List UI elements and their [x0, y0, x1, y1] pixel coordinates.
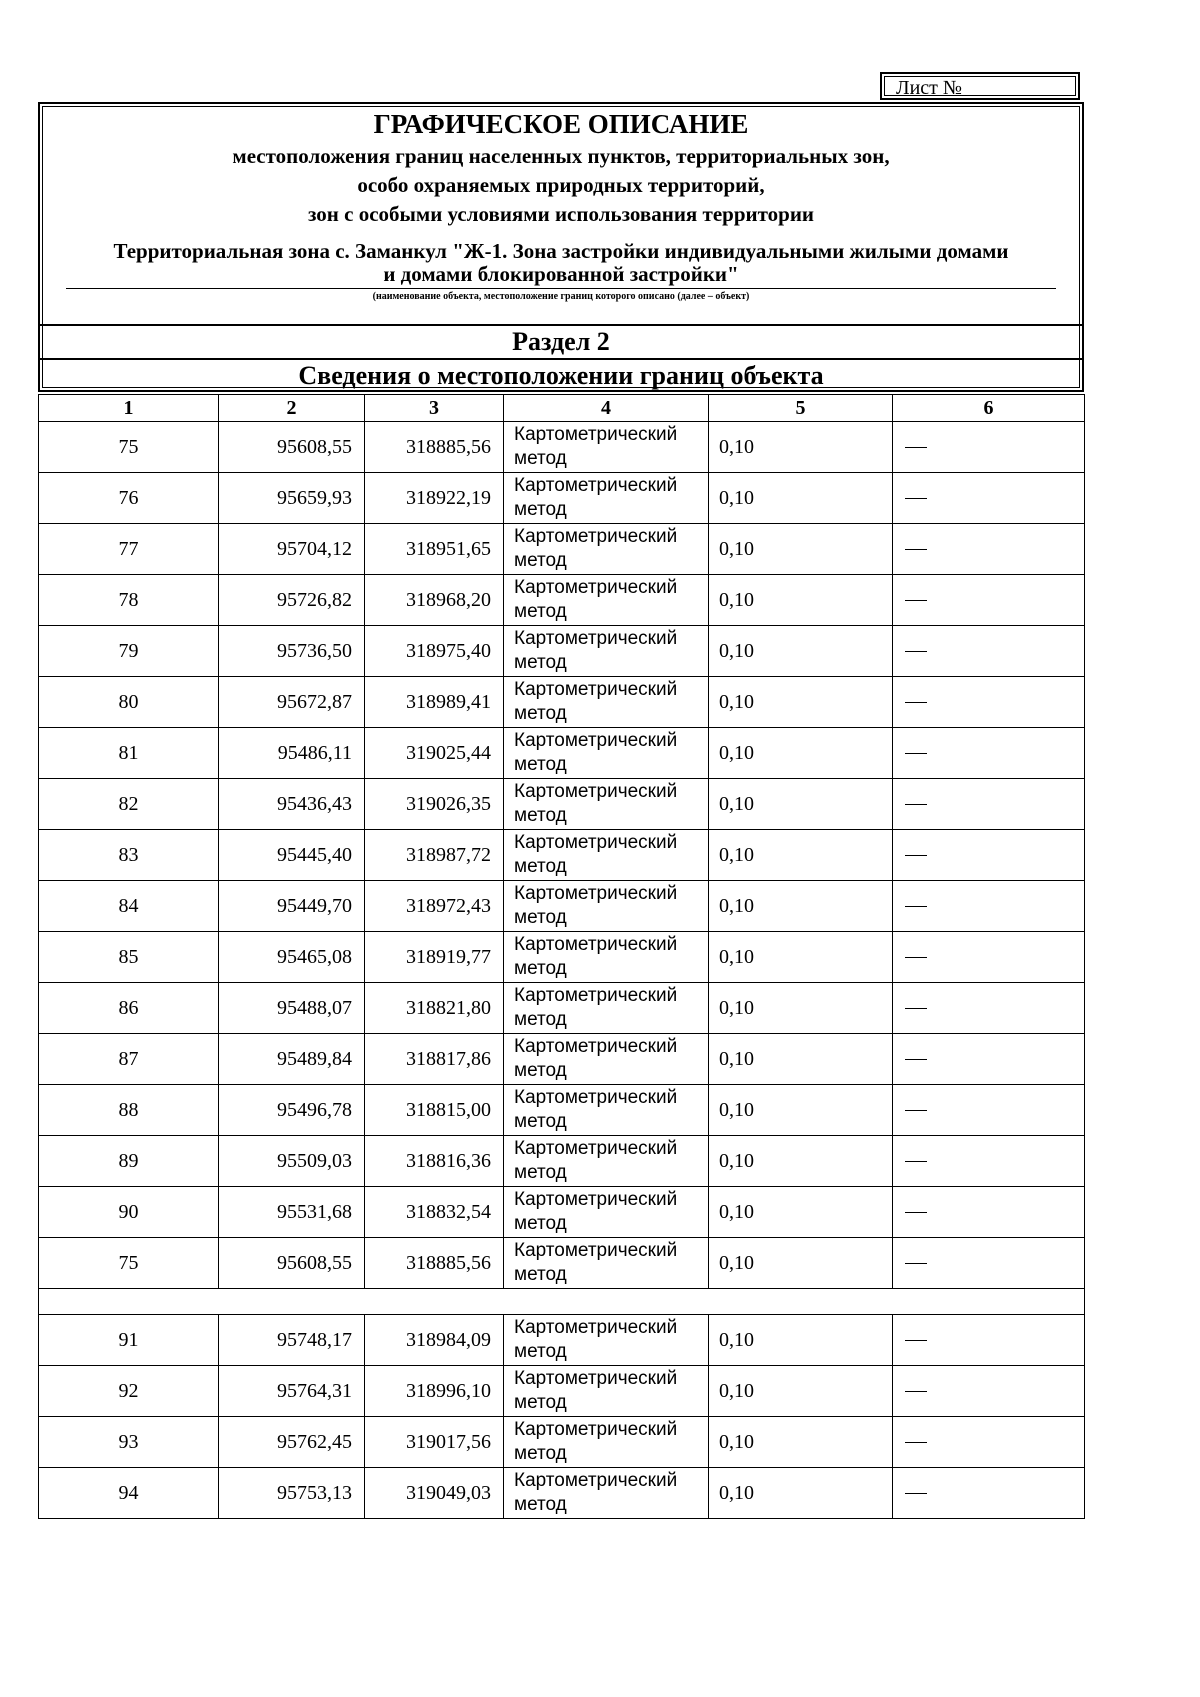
- coordinate-x-cell: 95764,31: [219, 1366, 365, 1417]
- point-number-cell: 80: [39, 677, 219, 728]
- document-title: ГРАФИЧЕСКОЕ ОПИСАНИЕ: [373, 109, 749, 139]
- point-number-cell: 78: [39, 575, 219, 626]
- coordinate-x-cell: 95489,84: [219, 1034, 365, 1085]
- accuracy-cell: 0,10: [709, 626, 893, 677]
- accuracy-cell: 0,10: [709, 881, 893, 932]
- method-line-2: метод: [514, 1162, 567, 1183]
- description-cell: [893, 932, 1085, 983]
- coordinate-y-cell: 318922,19: [365, 473, 504, 524]
- boundary-points-table: [38, 394, 1085, 1519]
- section-name: Раздел 2: [512, 327, 610, 356]
- accuracy-cell: 0,10: [709, 473, 893, 524]
- method-line-2: метод: [514, 805, 567, 826]
- coordinate-y-cell: 318832,54: [365, 1187, 504, 1238]
- point-number-cell: 77: [39, 524, 219, 575]
- accuracy-cell: 0,10: [709, 1468, 893, 1519]
- method-line-1: Картометрический: [514, 1036, 678, 1057]
- method-line-1: Картометрический: [514, 1317, 678, 1338]
- method-line-2: метод: [514, 1494, 567, 1515]
- accuracy-cell: 0,10: [709, 932, 893, 983]
- coordinate-x-cell: 95486,11: [219, 728, 365, 779]
- column-header: 2: [219, 395, 365, 422]
- point-number-cell: 94: [39, 1468, 219, 1519]
- method-line-1: Картометрический: [514, 526, 678, 547]
- method-cell: [504, 830, 709, 881]
- point-number-cell: 82: [39, 779, 219, 830]
- accuracy-cell: 0,10: [709, 1238, 893, 1289]
- coordinate-y-cell: 319049,03: [365, 1468, 504, 1519]
- description-cell: [893, 728, 1085, 779]
- method-cell: [504, 422, 709, 473]
- method-line-2: метод: [514, 1392, 567, 1413]
- coordinate-x-cell: 95736,50: [219, 626, 365, 677]
- method-cell: [504, 779, 709, 830]
- coordinate-y-cell: 319026,35: [365, 779, 504, 830]
- description-cell: [893, 1417, 1085, 1468]
- sheet-number-label: Лист №: [896, 77, 962, 99]
- coordinate-y-cell: 318951,65: [365, 524, 504, 575]
- description-cell: [893, 575, 1085, 626]
- object-name-line-2: и домами блокированной застройки": [383, 262, 739, 286]
- accuracy-cell: 0,10: [709, 1366, 893, 1417]
- object-underline: [66, 288, 1056, 289]
- method-cell: [504, 983, 709, 1034]
- method-line-1: Картометрический: [514, 781, 678, 802]
- table-row: [39, 881, 1085, 932]
- method-line-2: метод: [514, 1213, 567, 1234]
- table-row: [39, 1034, 1085, 1085]
- dash-mark: [905, 651, 927, 652]
- coordinate-x-cell: 95509,03: [219, 1136, 365, 1187]
- description-cell: [893, 1085, 1085, 1136]
- coordinate-y-cell: 318817,86: [365, 1034, 504, 1085]
- table-row: [39, 983, 1085, 1034]
- dash-mark: [905, 753, 927, 754]
- method-line-2: метод: [514, 1264, 567, 1285]
- dash-mark: [905, 702, 927, 703]
- method-line-2: метод: [514, 754, 567, 775]
- description-cell: [893, 830, 1085, 881]
- sheet-number-box: [880, 72, 1080, 100]
- contour-separator-row: [39, 1289, 1085, 1315]
- method-line-1: Картометрический: [514, 1470, 678, 1491]
- coordinate-x-cell: 95753,13: [219, 1468, 365, 1519]
- description-cell: [893, 626, 1085, 677]
- method-line-2: метод: [514, 958, 567, 979]
- title-block: [40, 104, 1082, 325]
- accuracy-cell: 0,10: [709, 1417, 893, 1468]
- method-line-1: Картометрический: [514, 628, 678, 649]
- method-line-2: метод: [514, 856, 567, 877]
- method-line-1: Картометрический: [514, 1419, 678, 1440]
- method-cell: [504, 1468, 709, 1519]
- dash-mark: [905, 1110, 927, 1111]
- accuracy-cell: 0,10: [709, 1315, 893, 1366]
- coordinate-y-cell: 318821,80: [365, 983, 504, 1034]
- table-row: [39, 1468, 1085, 1519]
- method-cell: [504, 575, 709, 626]
- point-number-cell: 89: [39, 1136, 219, 1187]
- method-line-1: Картометрический: [514, 1368, 678, 1389]
- table-row: [39, 779, 1085, 830]
- table-body: [39, 395, 1085, 1519]
- method-line-2: метод: [514, 1009, 567, 1030]
- method-line-1: Картометрический: [514, 985, 678, 1006]
- method-cell: [504, 524, 709, 575]
- table-row: [39, 1238, 1085, 1289]
- dash-mark: [905, 1263, 927, 1264]
- column-header: 6: [893, 395, 1085, 422]
- method-cell: [504, 728, 709, 779]
- dash-mark: [905, 1161, 927, 1162]
- coordinate-x-cell: 95762,45: [219, 1417, 365, 1468]
- dash-mark: [905, 957, 927, 958]
- coordinate-x-cell: 95445,40: [219, 830, 365, 881]
- method-cell: [504, 881, 709, 932]
- accuracy-cell: 0,10: [709, 1085, 893, 1136]
- method-cell: [504, 473, 709, 524]
- table-row: [39, 1417, 1085, 1468]
- document-header: [38, 102, 1084, 392]
- method-cell: [504, 1136, 709, 1187]
- description-cell: [893, 1034, 1085, 1085]
- dash-mark: [905, 1008, 927, 1009]
- dash-mark: [905, 855, 927, 856]
- method-line-2: метод: [514, 1111, 567, 1132]
- dash-mark: [905, 549, 927, 550]
- table-row: [39, 1136, 1085, 1187]
- method-cell: [504, 626, 709, 677]
- method-cell: [504, 1034, 709, 1085]
- accuracy-cell: 0,10: [709, 983, 893, 1034]
- coordinate-y-cell: 318885,56: [365, 422, 504, 473]
- accuracy-cell: 0,10: [709, 1187, 893, 1238]
- method-line-1: Картометрический: [514, 1240, 678, 1261]
- coordinate-y-cell: 319025,44: [365, 728, 504, 779]
- coordinate-x-cell: 95608,55: [219, 422, 365, 473]
- point-number-cell: 90: [39, 1187, 219, 1238]
- subtitle-line-3: зон с особыми условиями использования территории: [307, 202, 815, 226]
- method-cell: [504, 1238, 709, 1289]
- coordinate-x-cell: 95659,93: [219, 473, 365, 524]
- method-cell: [504, 932, 709, 983]
- accuracy-cell: 0,10: [709, 422, 893, 473]
- point-number-cell: 87: [39, 1034, 219, 1085]
- point-number-cell: 84: [39, 881, 219, 932]
- coordinate-x-cell: 95704,12: [219, 524, 365, 575]
- point-number-cell: 83: [39, 830, 219, 881]
- coordinate-y-cell: 318885,56: [365, 1238, 504, 1289]
- column-header-row: [39, 395, 1085, 422]
- coordinate-x-cell: 95748,17: [219, 1315, 365, 1366]
- coordinate-y-cell: 318919,77: [365, 932, 504, 983]
- accuracy-cell: 0,10: [709, 1136, 893, 1187]
- method-line-1: Картометрический: [514, 1138, 678, 1159]
- coordinate-y-cell: 318987,72: [365, 830, 504, 881]
- accuracy-cell: 0,10: [709, 1034, 893, 1085]
- method-line-1: Картометрический: [514, 832, 678, 853]
- method-line-2: метод: [514, 907, 567, 928]
- description-cell: [893, 1366, 1085, 1417]
- method-cell: [504, 1315, 709, 1366]
- table-row: [39, 473, 1085, 524]
- object-name-line-1: Территориальная зона с. Заманкул "Ж-1. Зона застройки индивидуальными жилыми домами: [113, 239, 1009, 263]
- point-number-cell: 76: [39, 473, 219, 524]
- coordinate-x-cell: 95608,55: [219, 1238, 365, 1289]
- table-row: [39, 728, 1085, 779]
- method-cell: [504, 1187, 709, 1238]
- separator-cell: [39, 1289, 1085, 1315]
- description-cell: [893, 1238, 1085, 1289]
- method-line-2: метод: [514, 652, 567, 673]
- section-title: Сведения о местоположении границ объекта: [298, 361, 824, 390]
- description-cell: [893, 1468, 1085, 1519]
- table-row: [39, 422, 1085, 473]
- method-line-2: метод: [514, 703, 567, 724]
- coordinate-y-cell: 318996,10: [365, 1366, 504, 1417]
- method-line-1: Картометрический: [514, 577, 678, 598]
- table-row: [39, 932, 1085, 983]
- accuracy-cell: 0,10: [709, 830, 893, 881]
- description-cell: [893, 1187, 1085, 1238]
- coordinate-x-cell: 95465,08: [219, 932, 365, 983]
- point-number-cell: 93: [39, 1417, 219, 1468]
- description-cell: [893, 881, 1085, 932]
- description-cell: [893, 779, 1085, 830]
- method-line-2: метод: [514, 448, 567, 469]
- coordinate-x-cell: 95672,87: [219, 677, 365, 728]
- coordinate-y-cell: 318968,20: [365, 575, 504, 626]
- accuracy-cell: 0,10: [709, 728, 893, 779]
- point-number-cell: 81: [39, 728, 219, 779]
- table-row: [39, 1366, 1085, 1417]
- dash-mark: [905, 447, 927, 448]
- subtitle-line-2: особо охраняемых природных территорий,: [357, 173, 765, 197]
- coordinate-x-cell: 95531,68: [219, 1187, 365, 1238]
- table-row: [39, 1085, 1085, 1136]
- method-line-2: метод: [514, 550, 567, 571]
- object-caption: (наименование объекта, местоположение границ которого описано (далее – объект): [372, 291, 750, 302]
- method-line-1: Картометрический: [514, 424, 678, 445]
- coordinate-x-cell: 95726,82: [219, 575, 365, 626]
- coordinate-x-cell: 95488,07: [219, 983, 365, 1034]
- description-cell: [893, 1136, 1085, 1187]
- description-cell: [893, 524, 1085, 575]
- point-number-cell: 75: [39, 1238, 219, 1289]
- point-number-cell: 92: [39, 1366, 219, 1417]
- dash-mark: [905, 906, 927, 907]
- accuracy-cell: 0,10: [709, 779, 893, 830]
- point-number-cell: 91: [39, 1315, 219, 1366]
- dash-mark: [905, 1493, 927, 1494]
- table-row: [39, 575, 1085, 626]
- coordinate-y-cell: 318816,36: [365, 1136, 504, 1187]
- method-cell: [504, 1417, 709, 1468]
- point-number-cell: 79: [39, 626, 219, 677]
- description-cell: [893, 983, 1085, 1034]
- column-header: 1: [39, 395, 219, 422]
- method-line-2: метод: [514, 499, 567, 520]
- dash-mark: [905, 1059, 927, 1060]
- point-number-cell: 86: [39, 983, 219, 1034]
- method-line-1: Картометрический: [514, 730, 678, 751]
- method-line-2: метод: [514, 601, 567, 622]
- description-cell: [893, 422, 1085, 473]
- accuracy-cell: 0,10: [709, 575, 893, 626]
- description-cell: [893, 677, 1085, 728]
- dash-mark: [905, 1212, 927, 1213]
- dash-mark: [905, 804, 927, 805]
- dash-mark: [905, 498, 927, 499]
- column-header: 4: [504, 395, 709, 422]
- method-line-1: Картометрический: [514, 1087, 678, 1108]
- coordinate-x-cell: 95496,78: [219, 1085, 365, 1136]
- accuracy-cell: 0,10: [709, 524, 893, 575]
- coordinate-x-cell: 95436,43: [219, 779, 365, 830]
- coordinate-x-cell: 95449,70: [219, 881, 365, 932]
- description-cell: [893, 473, 1085, 524]
- subtitle-line-1: местоположения границ населенных пунктов, территориальных зон,: [232, 144, 890, 168]
- coordinate-y-cell: 318815,00: [365, 1085, 504, 1136]
- method-line-1: Картометрический: [514, 475, 678, 496]
- column-header: 3: [365, 395, 504, 422]
- method-line-1: Картометрический: [514, 1189, 678, 1210]
- method-line-2: метод: [514, 1060, 567, 1081]
- coordinate-y-cell: 318972,43: [365, 881, 504, 932]
- coordinate-y-cell: 318989,41: [365, 677, 504, 728]
- table-row: [39, 626, 1085, 677]
- method-line-1: Картометрический: [514, 934, 678, 955]
- coordinate-y-cell: 318975,40: [365, 626, 504, 677]
- table-row: [39, 1315, 1085, 1366]
- method-line-1: Картометрический: [514, 679, 678, 700]
- method-line-1: Картометрический: [514, 883, 678, 904]
- method-cell: [504, 1366, 709, 1417]
- accuracy-cell: 0,10: [709, 677, 893, 728]
- table-row: [39, 830, 1085, 881]
- dash-mark: [905, 1391, 927, 1392]
- description-cell: [893, 1315, 1085, 1366]
- table-row: [39, 524, 1085, 575]
- table-row: [39, 1187, 1085, 1238]
- coordinate-y-cell: 319017,56: [365, 1417, 504, 1468]
- method-line-2: метод: [514, 1443, 567, 1464]
- column-header: 5: [709, 395, 893, 422]
- point-number-cell: 75: [39, 422, 219, 473]
- method-line-2: метод: [514, 1341, 567, 1362]
- table-row: [39, 677, 1085, 728]
- dash-mark: [905, 1442, 927, 1443]
- point-number-cell: 85: [39, 932, 219, 983]
- dash-mark: [905, 1340, 927, 1341]
- coordinate-y-cell: 318984,09: [365, 1315, 504, 1366]
- method-cell: [504, 677, 709, 728]
- method-cell: [504, 1085, 709, 1136]
- point-number-cell: 88: [39, 1085, 219, 1136]
- dash-mark: [905, 600, 927, 601]
